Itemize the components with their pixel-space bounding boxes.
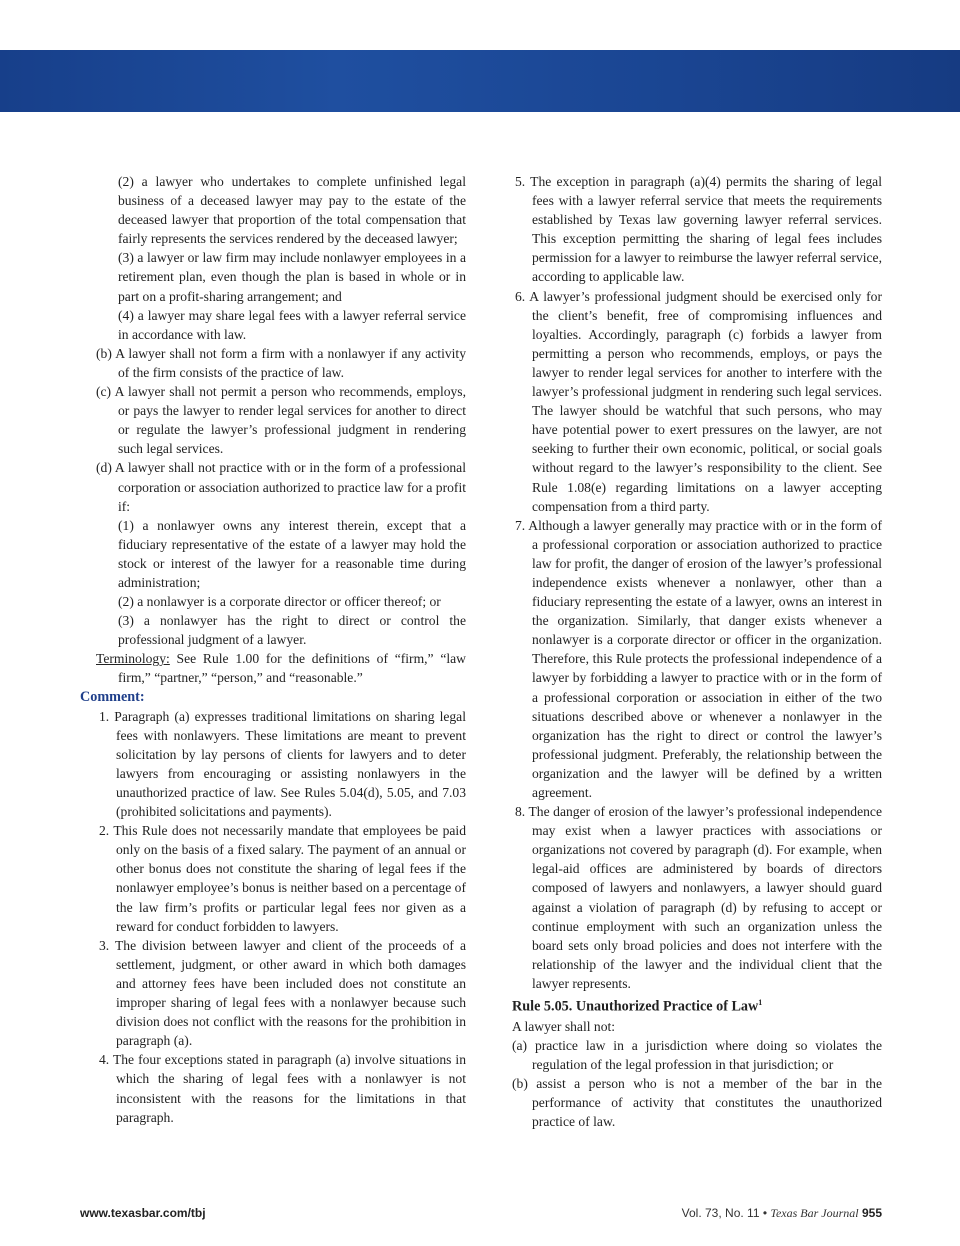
comment-item: 6. A lawyer’s professional judgment should be exercised only for the client’s benefit, free of compromising influences and loyalties. Accordingly, paragraph (c) forbids a lawyer from permitting a person who recommends, employs, or pays the lawyer to render legal services for another to interfere with the lawyer’s professional judgment in rendering such legal services. The lawyer should be watchful that such persons, who may have potential power to exert pressures on the lawyer, are not seeking to further their own economic, political, or social goals without regard to the lawyer’s responsibility to the client. See Rule 1.08(e) regarding limitations on a lawyer accepting compensation from a third party. <box>515 288 882 514</box>
comment-item: 2. This Rule does not necessarily mandate that employees be paid only on the basis of a fixed salary. The payment of an annual or other bonus does not constitute the sharing of legal fees if the nonlawyer employee’s bonus is neither based on a percentage of the law firm’s profits or particular legal fees nor given as a reward for conduct forbidden to lawyers. <box>99 823 466 934</box>
footer-volume: Vol. 73, No. 11 <box>681 1206 760 1220</box>
comment-item: 7. Although a lawyer generally may practice with or in the form of a professional corporation or association authorized to practice law for profit, the danger of erosion of the lawyer’s professional independence exists whenever a nonlawyer, other than a fiduciary representing the estate of a lawyer, owns an interest in the organization. Similarly, that danger exists whenever a nonlawyer is a corporate director or officer in the organization. Therefore, this Rule protects the professional independence of a lawyer by forbidding a lawyer to practice with or in the form of a professional corporation or association in either of the two situations described above or whenever a nonlawyer in the organization has the right to direct or control the lawyer’s professional judgment. Preferably, the relationship between the organization and the lawyer will be defined by a written agreement. <box>515 517 882 800</box>
rule-paragraph: (d) A lawyer shall not practice with or in the form of a professional corporation or association authorized to practice law for a profit if: <box>96 460 466 514</box>
comment-heading: Comment: <box>80 688 145 705</box>
rule-subparagraph: (3) a lawyer or law firm may include nonlawyer employees in a retirement plan, even though the plan is based in whole or in part on a profit-sharing arrangement; and <box>118 250 466 304</box>
rule-subparagraph: (2) a lawyer who undertakes to complete unfinished legal business of a deceased lawyer may pay to the estate of the deceased lawyer that proportion of the total compensation that fairly represents the services rendered by the deceased lawyer; <box>118 174 466 247</box>
terminology-label: Terminology: <box>96 651 170 667</box>
terminology-note <box>80 649 466 687</box>
footer-bullet: • <box>762 1206 768 1220</box>
rule-heading <box>512 993 882 1017</box>
header-banner <box>0 50 960 112</box>
comment-item: 5. The exception in paragraph (a)(4) permits the sharing of legal fees with a lawyer referral service that meets the requirements established by Texas law governing lawyer referral services. This exception permitting the sharing of legal fees includes permission for a lawyer to reimburse the lawyer referral service, according to applicable law. <box>515 174 882 285</box>
rule-subparagraph: (4) a lawyer may share legal fees with a lawyer referral service in accordance with law. <box>118 307 466 342</box>
rule-intro: A lawyer shall not: <box>512 1018 616 1034</box>
footnote-marker: 1 <box>758 998 763 1008</box>
comment-item: 3. The division between lawyer and client of the proceeds of a settlement, judgment, or other award in which both damages and attorney fees have been included does not constitute an improper sharing of legal fees with a nonlawyer because such division does not conflict with the reasons for the prohibition in paragraph (a). <box>99 937 466 1049</box>
left-column <box>80 172 466 1127</box>
rule-paragraph: (c) A lawyer shall not permit a person who recommends, employs, or pays the lawyer to render legal services for another to direct or regulate the lawyer’s professional judgment in rendering such legal services. <box>96 384 466 457</box>
right-column <box>512 172 882 1131</box>
footer-journal: Texas Bar Journal <box>770 1206 859 1220</box>
rule-subparagraph: (3) a nonlawyer has the right to direct or control the professional judgment of a lawyer. <box>118 613 466 648</box>
rule-paragraph: (a) practice law in a jurisdiction where doing so violates the regulation of the legal profession in that jurisdiction; or <box>512 1037 882 1073</box>
rule-title: Rule 5.05. Unauthorized Practice of Law <box>512 998 759 1015</box>
rule-paragraph: (b) A lawyer shall not form a firm with a nonlawyer if any activity of the firm consists of the practice of law. <box>96 345 466 380</box>
terminology-text: See Rule 1.00 for the definitions of “firm,” “law firm,” “partner,” “person,” and “reasonable.” <box>118 651 466 686</box>
comment-item: 8. The danger of erosion of the lawyer’s professional independence may exist when a lawyer practices with associations or organizations not covered by paragraph (d). For example, when legal-aid offices are administered by boards of directors composed of lawyers and nonlawyers, a lawyer should guard against a violation of paragraph (d) by refusing to accept or continue employment with such an organization unless the board sets only broad policies and does not interfere with the relationship of the lawyer and the individual client that the lawyer represents. <box>515 804 882 991</box>
footer-url[interactable]: www.texasbar.com/tbj <box>80 1206 206 1220</box>
page-number: 955 <box>861 1206 882 1220</box>
footer-citation <box>682 1206 882 1221</box>
rule-paragraph: (b) assist a person who is not a member of the bar in the performance of activity that constitutes the unauthorized practice of law. <box>512 1076 882 1130</box>
comment-item: 4. The four exceptions stated in paragraph (a) involve situations in which the sharing of legal fees with a nonlawyer is not inconsistent with the reasons for the limitations in that paragraph. <box>99 1052 466 1125</box>
rule-subparagraph: (2) a nonlawyer is a corporate director or officer thereof; or <box>118 594 441 610</box>
page-footer <box>80 1206 882 1226</box>
comment-item: 1. Paragraph (a) expresses traditional limitations on sharing legal fees with nonlawyers. These limitations are meant to prevent solicitation by lay persons of clients for lawyers and to deter lawyers from encouraging or assisting nonlawyers in the unauthorized practice of law. See Rules 5.04(d), 5.05, and 7.03 (prohibited solicitations and payments). <box>99 708 466 820</box>
rule-subparagraph: (1) a nonlawyer owns any interest therein, except that a fiduciary representative of the estate of a lawyer may hold the stock or interest of the lawyer for a reasonable time during administration; <box>118 517 466 590</box>
